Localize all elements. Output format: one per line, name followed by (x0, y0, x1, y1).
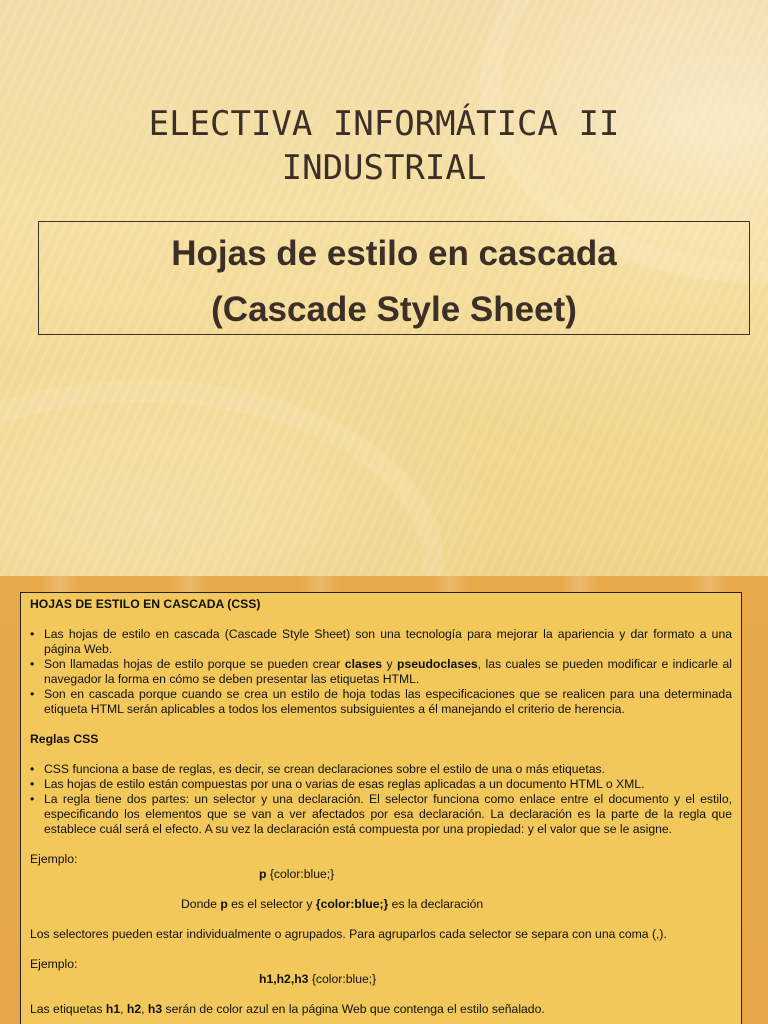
intro-bullet-list (30, 627, 732, 717)
subtitle-line-1: Hojas de estilo en cascada (171, 234, 617, 273)
bold-term: p (220, 897, 228, 911)
closing-paragraph (30, 1002, 732, 1017)
bold-term: h1 (105, 1002, 121, 1016)
slide-title-line-2: INDUSTRIAL (281, 148, 487, 188)
list-item (30, 687, 732, 717)
background-swirl (0, 380, 444, 576)
subtitle-line-2: (Cascade Style Sheet) (211, 290, 577, 329)
bold-term: h3 (147, 1002, 163, 1016)
list-item (30, 627, 732, 657)
bold-term: clases (344, 657, 383, 671)
document-box (20, 592, 742, 1024)
paragraph-text: , (141, 1002, 148, 1016)
section-heading: HOJAS DE ESTILO EN CASCADA (CSS) (30, 597, 261, 611)
rules-bullet-list (30, 762, 732, 837)
content-slide (0, 576, 768, 1024)
list-item: • CSS funciona a base de reglas, es decir, se crean declaraciones sobre el estilo de una o más etiquetas. (30, 762, 732, 777)
bullet-text: Las hojas de estilo en cascada (Cascade Style Sheet) son una tecnología para mejorar la apariencia y dar formato a una página Web. (44, 627, 732, 656)
explanation-text: es el selector y (227, 897, 316, 911)
example-code (30, 867, 732, 882)
code-selector: h1,h2,h3 (259, 972, 309, 986)
list-item (30, 657, 732, 687)
bullet-text: y (382, 657, 398, 671)
slide-title (0, 102, 768, 190)
selectors-paragraph: Los selectores pueden estar individualmente o agrupados. Para agruparlos cada selector se separa con una coma (,). (30, 927, 667, 941)
example-label: Ejemplo: (30, 957, 78, 971)
paragraph-text: , (120, 1002, 127, 1016)
code-declaration: {color:blue;} (266, 867, 335, 881)
bullet-text: Son en cascada porque cuando se crea un estilo de hoja todas las especificaciones que se realicen para una determinada etiqueta HTML serán aplicables a todos los elementos subsiguientes a él manejando el criterio de herencia. (44, 687, 732, 716)
code-declaration: {color:blue;} (308, 972, 377, 986)
bold-term: h2 (126, 1002, 142, 1016)
list-item: • Las hojas de estilo están compuestas por una o varias de esas reglas aplicadas a un documento HTML o XML. (30, 777, 732, 792)
explanation-text: Donde (181, 897, 221, 911)
example-code (30, 972, 732, 987)
list-item: • La regla tiene dos partes: un selector y una declaración. El selector funciona como enlace entre el documento y el estilo, especificando los elementos que se van a ver afectados por esa declaración. La declaración es la parte de la regla que establece cuál será el efecto. A su vez la declaración está compuesta por una propiedad: y el valor que se le asigne. (30, 792, 732, 837)
paragraph-text: serán de color azul en la página Web que contenga el estilo señalado. (162, 1002, 545, 1016)
example-label: Ejemplo: (30, 852, 78, 866)
bold-term: pseudoclases (397, 657, 478, 671)
bullet-text: , las cuales se pueden modificar e indicarle al navegador la forma en cómo se deben presentar las etiquetas HTML. (44, 657, 732, 686)
paragraph-text: Las etiquetas (30, 1002, 106, 1016)
rules-heading: Reglas CSS (30, 732, 99, 746)
bold-term: {color:blue;} (315, 897, 389, 911)
bullet-text: Son llamadas hojas de estilo porque se pueden crear (44, 657, 345, 671)
example-explanation (30, 897, 732, 912)
explanation-text: es la declaración (388, 897, 484, 911)
code-selector: p (259, 867, 267, 881)
slide-title-line-1: ELECTIVA INFORMÁTICA II (148, 104, 620, 144)
subtitle-box (38, 221, 750, 335)
